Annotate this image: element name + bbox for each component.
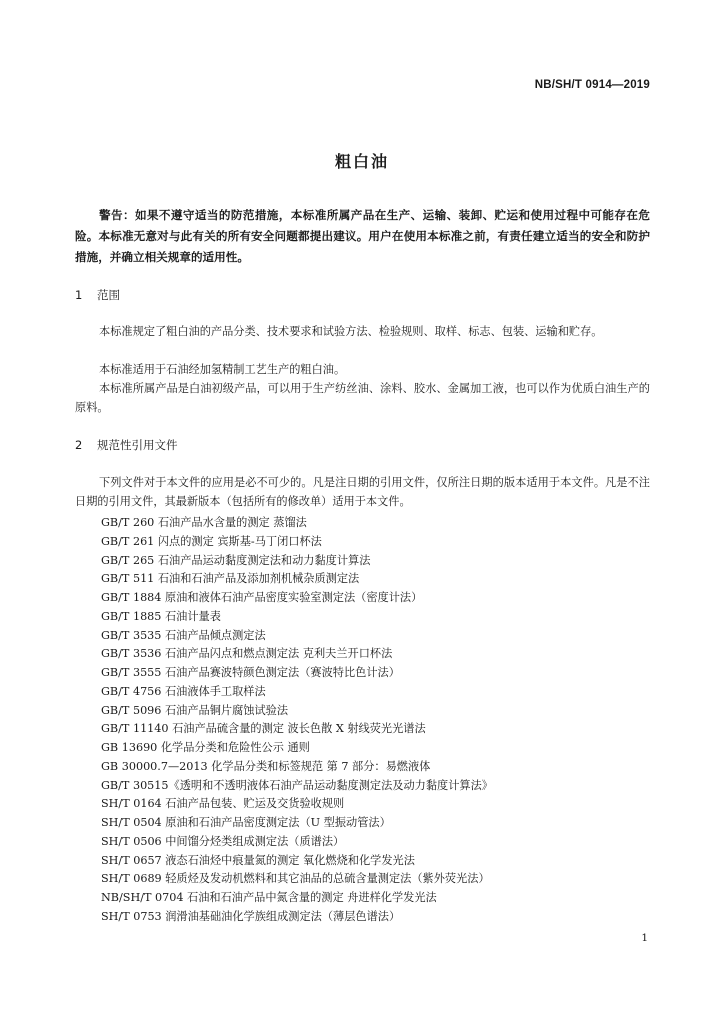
reference-item: GB/T 261 闪点的测定 宾斯基-马丁闭口杯法 [101, 534, 322, 548]
reference-item: SH/T 0504 原油和石油产品密度测定法（U 型振动管法） [101, 816, 391, 829]
standard-code: NB/SH/T 0914—2019 [534, 79, 650, 91]
page-number: 1 [641, 932, 648, 944]
reference-item: GB/T 3535 石油产品倾点测定法 [101, 628, 266, 642]
reference-item: SH/T 0753 润滑油基础油化学族组成测定法（薄层色谱法） [101, 909, 401, 923]
section-2-title: 规范性引用文件 [97, 438, 178, 452]
reference-item: GB/T 3555 石油产品赛波特颜色测定法（赛波特比色计法） [101, 666, 400, 679]
reference-item: GB/T 30515《透明和不透明液体石油产品运动黏度测定法及动力黏度计算法》 [101, 778, 493, 792]
document-title: 粗白油 [334, 152, 389, 171]
scope-paragraph-2: 本标准适用于石油经加氢精制工艺生产的粗白油。 [99, 363, 346, 376]
section-2-heading [75, 437, 178, 453]
section-1-number: 1 [75, 288, 83, 302]
warning-paragraph: 警告：如果不遵守适当的防范措施，本标准所属产品在生产、运输、装卸、贮运和使用过程中可能存在危险。本标准无意对与此有关的所有安全问题都提出建议。用户在使用本标准之前，有责任建立适当的安全和防护措施，并确立相关规章的适用性。 [75, 208, 650, 264]
references-intro-paragraph: 下列文件对于本文件的应用是必不可少的。凡是注日期的引用文件，仅所注日期的版本适用于本文件。凡是不注日期的引用文件，其最新版本（包括所有的修改单）适用于本文件。 [75, 476, 650, 508]
reference-item: GB/T 5096 石油产品铜片腐蚀试验法 [101, 703, 289, 717]
reference-item: GB/T 265 石油产品运动黏度测定法和动力黏度计算法 [101, 553, 371, 567]
reference-item: GB/T 511 石油和石油产品及添加剂机械杂质测定法 [101, 572, 360, 586]
reference-item: NB/SH/T 0704 石油和石油产品中氮含量的测定 舟进样化学发光法 [101, 891, 437, 904]
scope-paragraph-3: 本标准所属产品是白油初级产品，可以用于生产纺丝油、涂料、胶水、金属加工液，也可以作为优质白油生产的原料。 [75, 382, 650, 414]
reference-item: GB/T 4756 石油液体手工取样法 [101, 684, 266, 698]
reference-item: SH/T 0164 石油产品包装、贮运及交货验收规则 [101, 797, 345, 811]
reference-item: GB/T 11140 石油产品硫含量的测定 波长色散 X 射线荧光光谱法 [101, 722, 426, 736]
reference-item: GB/T 1885 石油计量表 [101, 609, 221, 623]
reference-item: GB 13690 化学品分类和危险性公示 通则 [101, 741, 310, 754]
normative-references-list [101, 514, 493, 927]
reference-item: GB/T 1884 原油和液体石油产品密度实验室测定法（密度计法） [101, 591, 423, 604]
section-2-number: 2 [75, 438, 83, 452]
reference-item: GB/T 3536 石油产品闪点和燃点测定法 克利夫兰开口杯法 [101, 647, 393, 661]
section-1-title: 范围 [97, 288, 120, 302]
reference-item: SH/T 0506 中间馏分烃类组成测定法（质谱法） [101, 834, 345, 848]
scope-paragraph-1: 本标准规定了粗白油的产品分类、技术要求和试验方法、检验规则、取样、标志、包装、运输和贮存。 [99, 325, 603, 338]
reference-item: SH/T 0657 液态石油烃中痕量氮的测定 氧化燃烧和化学发光法 [101, 853, 415, 867]
section-1-heading [75, 287, 120, 303]
reference-item: SH/T 0689 轻质烃及发动机燃料和其它油品的总硫含量测定法（紫外荧光法） [101, 872, 490, 886]
reference-item: GB/T 260 石油产品水含量的测定 蒸馏法 [101, 516, 307, 529]
reference-item: GB 30000.7—2013 化学品分类和标签规范 第 7 部分：易燃液体 [101, 759, 431, 773]
